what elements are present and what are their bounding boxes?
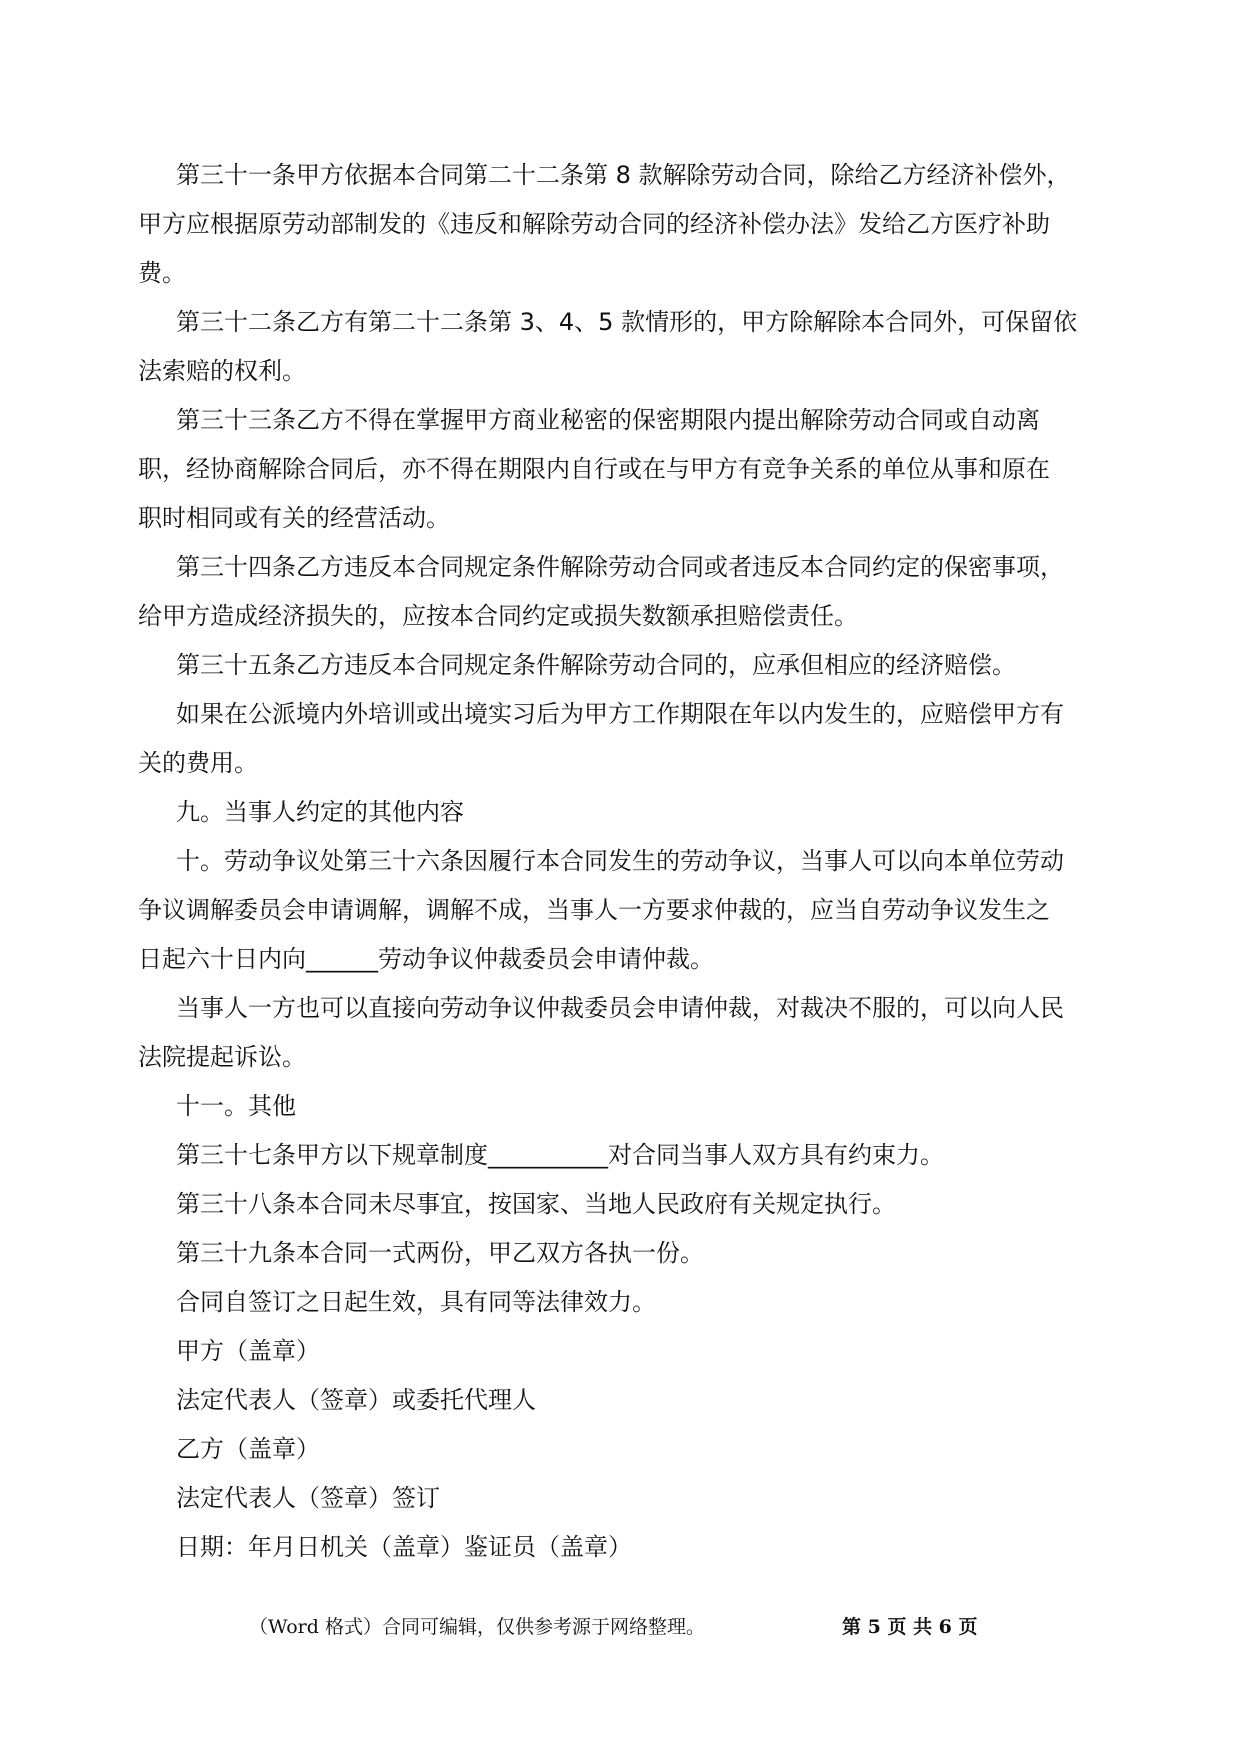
page-footer (0, 1612, 1241, 1642)
text-line: 第三十五条乙方违反本合同规定条件解除劳动合同的，应承但相应的经济赔偿。 (176, 651, 1016, 679)
text-line: 十。劳动争议处第三十六条因履行本合同发生的劳动争议，当事人可以向本单位劳动 (176, 847, 1064, 875)
paragraph (138, 298, 1094, 396)
text-line: 甲方（盖章） (176, 1337, 320, 1365)
text-line: 第三十四条乙方违反本合同规定条件解除劳动合同或者违反本合同约定的保密事项， (176, 553, 1064, 581)
text-line: 争议调解委员会申请调解，调解不成，当事人一方要求仲裁的，应当自劳动争议发生之 (138, 896, 1050, 924)
text-line: 法定代表人（签章）签订 (176, 1484, 440, 1512)
paragraph (176, 1523, 1094, 1572)
text-line: 第三十九条本合同一式两份，甲乙双方各执一份。 (176, 1239, 704, 1267)
text-line: 第三十一条甲方依据本合同第二十二条第 8 款解除劳动合同，除给乙方经济补偿外， (176, 161, 1071, 189)
paragraph (176, 1229, 1094, 1278)
text-line: 日起六十日内向______劳动争议仲裁委员会申请仲裁。 (138, 945, 714, 973)
paragraph (138, 984, 1094, 1082)
paragraph (176, 1278, 1094, 1327)
text-line: 十一。其他 (176, 1092, 296, 1120)
text-line: 关的费用。 (138, 749, 258, 777)
text-line: 法索赔的权利。 (138, 357, 306, 385)
paragraph (176, 1376, 1094, 1425)
paragraph (138, 151, 1094, 298)
text-line: 当事人一方也可以直接向劳动争议仲裁委员会申请仲裁，对裁决不服的，可以向人民 (176, 994, 1064, 1022)
text-line: 甲方应根据原劳动部制发的《违反和解除劳动合同的经济补偿办法》发给乙方医疗补助 (138, 210, 1050, 238)
text-line: 第三十八条本合同未尽事宜，按国家、当地人民政府有关规定执行。 (176, 1190, 896, 1218)
footer-note: （Word 格式）合同可编辑，仅供参考源于网络整理。 (249, 1616, 705, 1638)
text-line: 法院提起诉讼。 (138, 1043, 306, 1071)
paragraph (176, 1425, 1094, 1474)
text-line: 给甲方造成经济损失的，应按本合同约定或损失数额承担赔偿责任。 (138, 602, 858, 630)
paragraph (138, 837, 1094, 984)
paragraph (176, 641, 1094, 690)
paragraph (176, 1082, 1094, 1131)
text-line: 合同自签订之日起生效，具有同等法律效力。 (176, 1288, 656, 1316)
paragraph (138, 396, 1094, 543)
paragraph (176, 1327, 1094, 1376)
text-line: 法定代表人（签章）或委托代理人 (176, 1386, 536, 1414)
paragraph (138, 543, 1094, 641)
paragraph (138, 690, 1094, 788)
text-line: 职，经协商解除合同后，亦不得在期限内自行或在与甲方有竞争关系的单位从事和原在 (138, 455, 1050, 483)
text-line: 如果在公派境内外培训或出境实习后为甲方工作期限在年以内发生的，应赔偿甲方有 (176, 700, 1064, 728)
text-line: 职时相同或有关的经营活动。 (138, 504, 450, 532)
text-line: 九。当事人约定的其他内容 (176, 798, 464, 826)
paragraph (176, 1180, 1094, 1229)
document-body (138, 151, 1094, 1572)
paragraph (176, 788, 1094, 837)
text-line: 第三十二条乙方有第二十二条第 3、4、5 款情形的，甲方除解除本合同外，可保留依 (176, 308, 1078, 336)
text-line: 第三十七条甲方以下规章制度__________对合同当事人双方具有约束力。 (176, 1141, 944, 1169)
text-line: 乙方（盖章） (176, 1435, 320, 1463)
text-line: 日期：年月日机关（盖章）鉴证员（盖章） (176, 1533, 632, 1561)
text-line: 费。 (138, 259, 186, 287)
page-number: 第 5 页 共 6 页 (842, 1616, 978, 1638)
text-line: 第三十三条乙方不得在掌握甲方商业秘密的保密期限内提出解除劳动合同或自动离 (176, 406, 1040, 434)
paragraph (176, 1474, 1094, 1523)
paragraph (176, 1131, 1094, 1180)
